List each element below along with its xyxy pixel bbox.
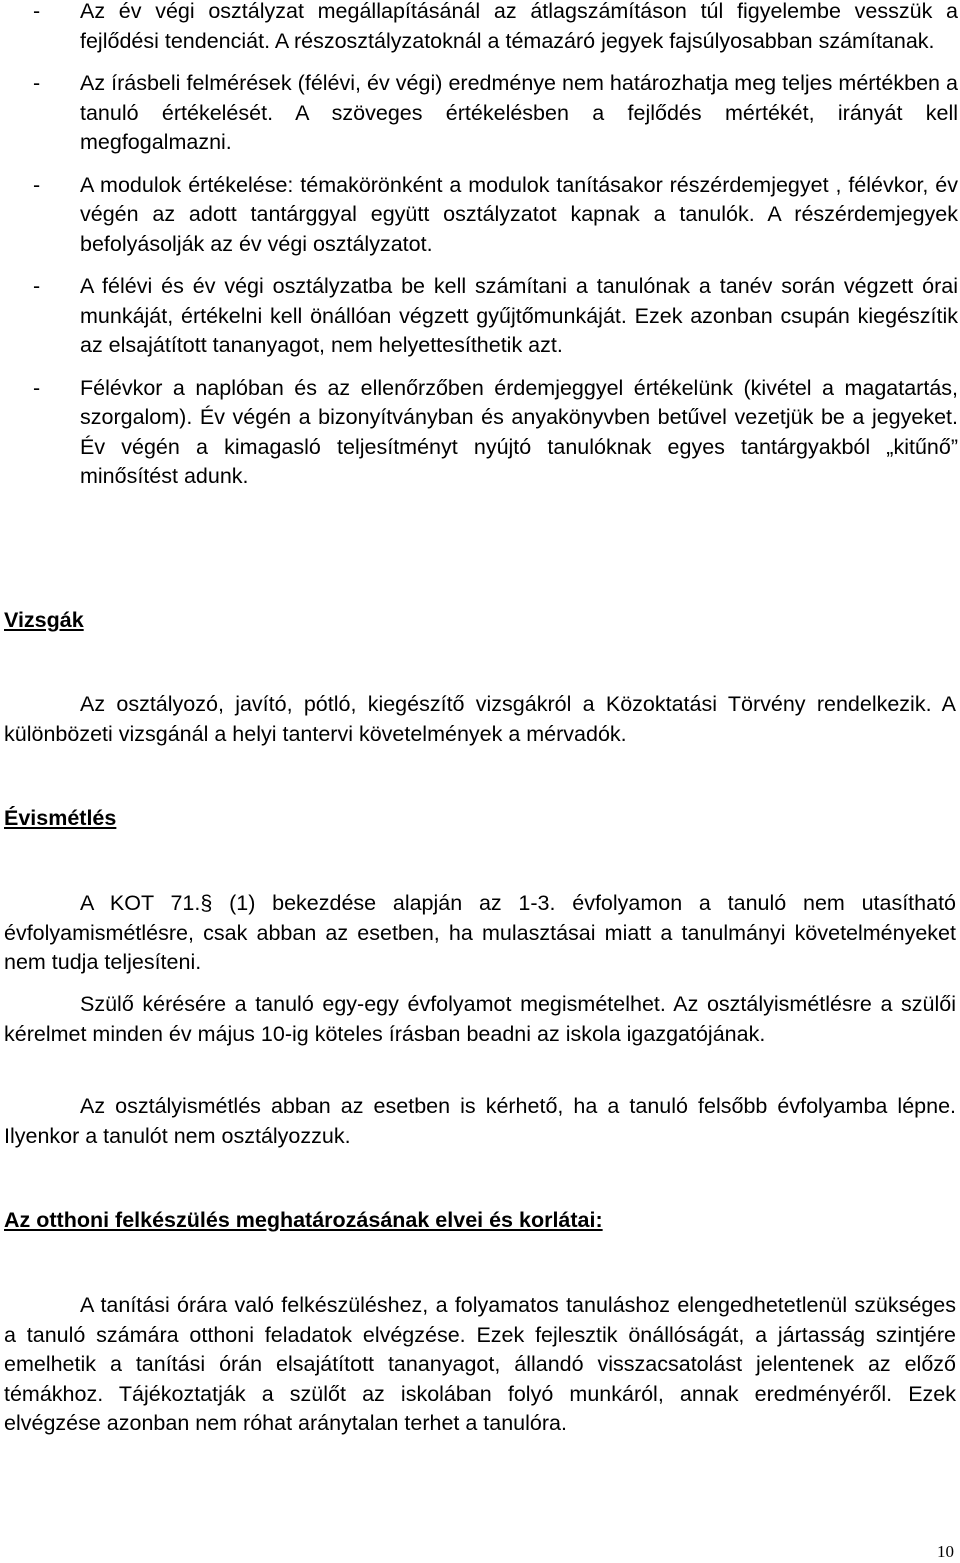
list-item-text: A modulok értékelése: témakörönként a modulok tanításakor részérdemjegyet , félévkor, év végén az adott tantárggyal együtt osztályzatot kapnak a tanulók. A részérdemjegyek befolyásolják az év végi osztályzatot.: [80, 172, 958, 256]
list-item-text: Félévkor a naplóban és az ellenőrzőben érdemjeggyel értékelünk (kivétel a magatartás, szorgalom). Év végén a bizonyítványban és anyakönyvben betűvel vezetjük be a jegyeket. Év végén a kimagasló teljesítményt nyújtó tanulóknak egyes tantárgyakból „kitűnő” minősítést adunk.: [80, 375, 958, 488]
list-dash: -: [33, 274, 41, 298]
list-item: [0, 69, 958, 158]
evismetles-paragraph-1: A KOT 71.§ (1) bekezdése alapján az 1-3. évfolyamon a tanuló nem utasítható évfolyamismétlésre, csak abban az esetben, ha mulasztásai miatt a tanulmányi követelményeket nem tudja teljesíteni.: [4, 891, 956, 975]
list-item-text: Az írásbeli felmérések (félévi, év végi) eredménye nem határozhatja meg teljes mértékben a tanuló értékelését. A szöveges értékelésben a fejlődés mértékét, irányát kell megfogalmazni.: [80, 71, 958, 154]
list-item-text: Az év végi osztályzat megállapításánál az átlagszámításon túl figyelembe vesszük a fejlődési tendenciát. A részosztályzatoknál a témazáró jegyek fajsúlyosabban számítanak.: [80, 0, 958, 53]
section-heading-vizsgak: Vizsgák: [4, 608, 84, 632]
page-number: 10: [937, 1542, 954, 1561]
list-dash: -: [33, 0, 41, 23]
assessment-rules-list: [0, 0, 958, 505]
list-dash: -: [33, 71, 41, 95]
list-dash: -: [33, 375, 41, 400]
section-heading-otthoni: Az otthoni felkészülés meghatározásának elvei és korlátai:: [4, 1208, 603, 1232]
list-item: [0, 272, 958, 361]
list-item: [0, 374, 958, 492]
list-item: [0, 171, 958, 260]
otthoni-paragraph: A tanítási órára való felkészüléshez, a folyamatos tanuláshoz elengedhetetlenül szükséges a tanuló számára otthoni feladatok elvégzése. Ezek fejlesztik önállóságát, a jártasság szintjére emelhetik a tanítási órán elsajátított tananyagot, állandó visszacsatolást jelentenek az előző témákhoz. Tájékoztatják a szülőt az iskolában folyó munkáról, annak eredményéről. Ezek elvégzése azonban nem róhat aránytalan terhet a tanulóra.: [4, 1293, 956, 1436]
list-item: [0, 0, 958, 56]
vizsgak-paragraph: Az osztályozó, javító, pótló, kiegészítő vizsgákról a Közoktatási Törvény rendelkezik. A különbözeti vizsgánál a helyi tantervi követelmények a mérvadók.: [4, 692, 956, 746]
evismetles-paragraph-3: Az osztályismétlés abban az esetben is kérhető, ha a tanuló felsőbb évfolyamba lépne. Ilyenkor a tanulót nem osztályozzuk.: [4, 1094, 956, 1148]
section-heading-evismetles: Évismétlés: [4, 806, 117, 830]
evismetles-paragraph-2: Szülő kérésére a tanuló egy-egy évfolyamot megismételhet. Az osztályismétlésre a szülői kérelmet minden év május 10-ig köteles írásban beadni az iskola igazgatójának.: [4, 992, 956, 1046]
list-item-text: A félévi és év végi osztályzatba be kell számítani a tanulónak a tanév során végzett órai munkáját, értékelni kell önállóan végzett gyűjtőmunkáját. Ezek azonban csupán kiegészítik az elsajátított tananyagot, nem helyettesíthetik azt.: [80, 274, 958, 357]
list-dash: -: [33, 172, 41, 197]
